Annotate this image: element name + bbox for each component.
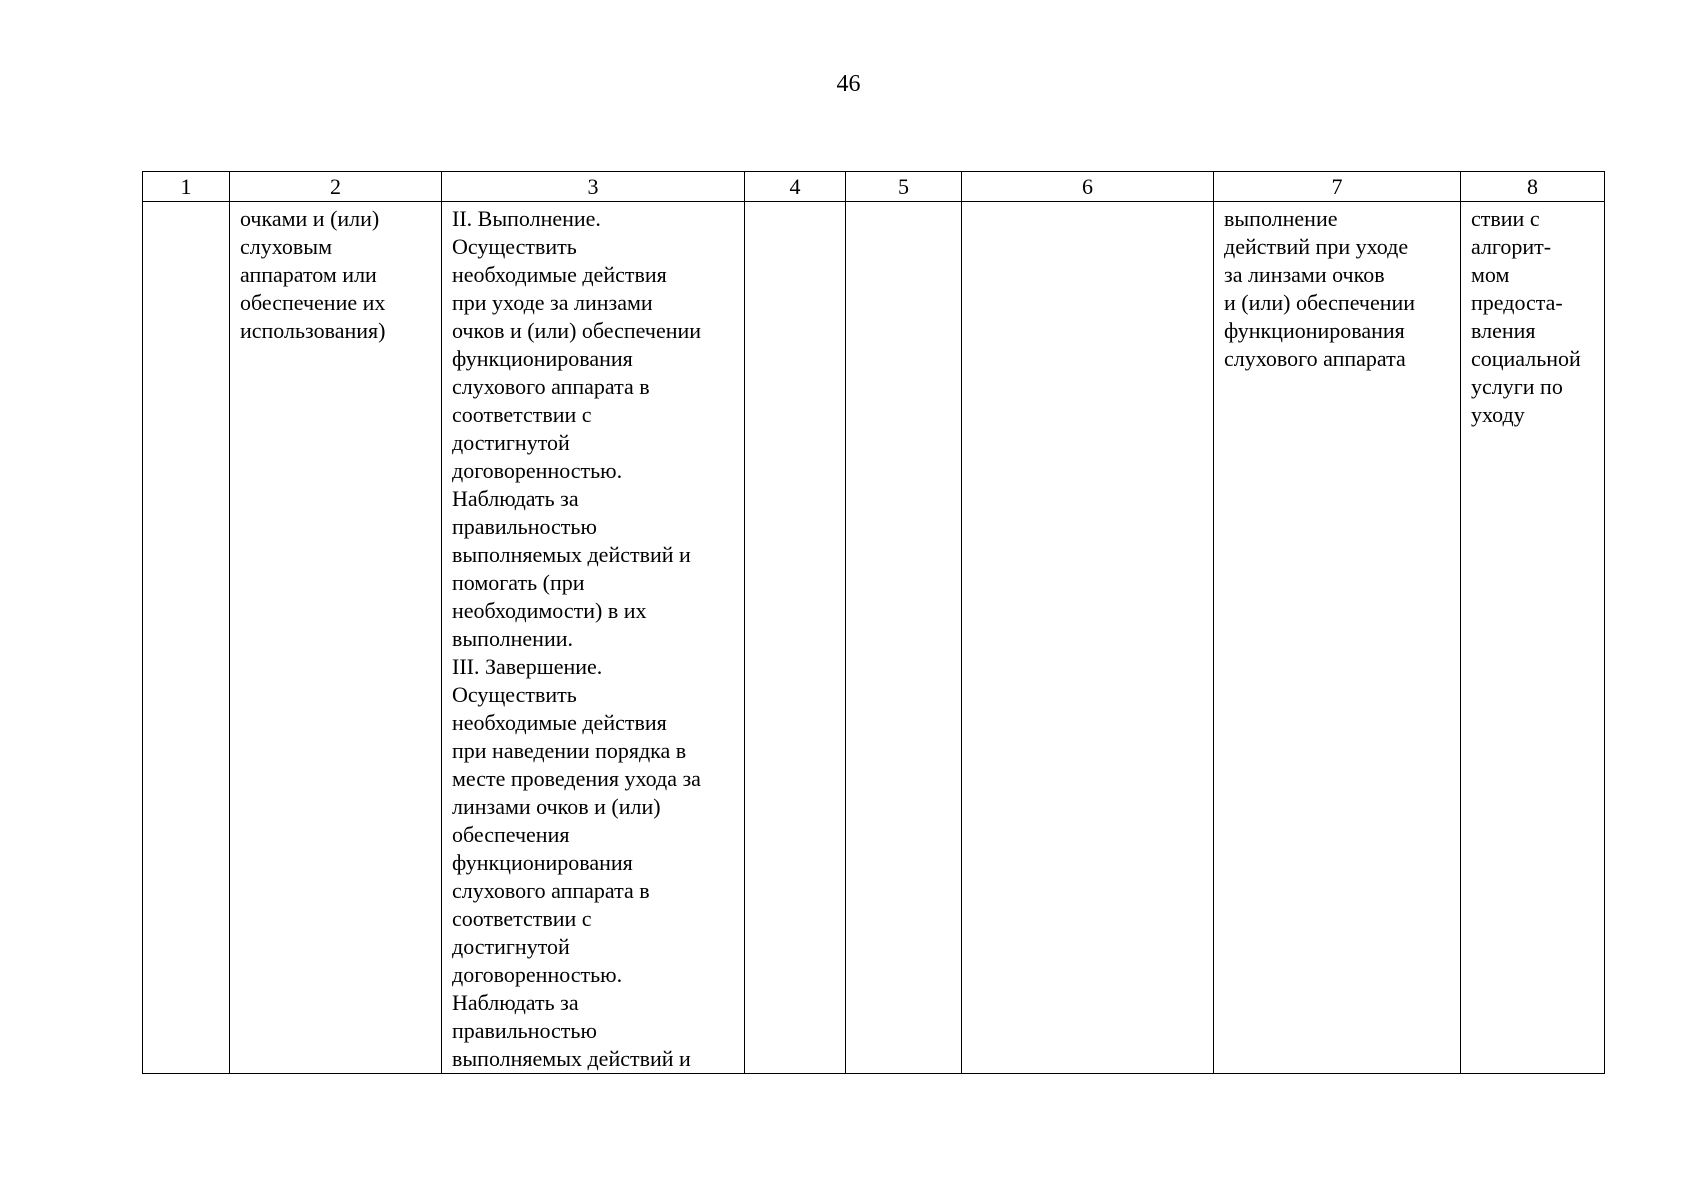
cell-text-8: ствии с алгорит- мом предоста- вления социальной услуги по уходу xyxy=(1471,206,1581,427)
table-cell-8 xyxy=(1461,202,1605,1074)
column-header-3: 3 xyxy=(442,172,745,202)
cell-text-5 xyxy=(846,202,961,205)
cell-text-1 xyxy=(143,202,229,205)
document-table xyxy=(142,171,1605,1074)
table-cell-5 xyxy=(846,202,962,1074)
column-header-8: 8 xyxy=(1461,172,1605,202)
column-header-1: 1 xyxy=(143,172,230,202)
table-cell-6 xyxy=(962,202,1214,1074)
cell-text-7: выполнение действий при уходе за линзами очков и (или) обеспечении функционирования слухового аппарата xyxy=(1224,206,1416,371)
table-cell-1 xyxy=(143,202,230,1074)
cell-text-6 xyxy=(962,202,1213,205)
column-header-6: 6 xyxy=(962,172,1214,202)
table-cell-4 xyxy=(745,202,846,1074)
table-cell-3 xyxy=(442,202,745,1074)
column-header-7: 7 xyxy=(1214,172,1461,202)
column-header-5: 5 xyxy=(846,172,962,202)
table-row xyxy=(143,202,1605,1074)
table-cell-7 xyxy=(1214,202,1461,1074)
cell-text-2: очками и (или) слуховым аппаратом или обеспечение их использования) xyxy=(240,206,386,343)
cell-text-4 xyxy=(745,202,845,205)
page-number: 46 xyxy=(836,71,861,97)
column-header-2: 2 xyxy=(230,172,442,202)
table-cell-2 xyxy=(230,202,442,1074)
cell-text-3: II. Выполнение. Осуществить необходимые действия при уходе за линзами очков и (или) обеспечении функционирования слухового аппарата в соответствии с достигнутой договоренностью. Наблюдать за правильностью выполняемых действий и помогать (при необходимости) в их выполнении. III. Завершение. Осуществить необходимые действия при наведении порядка в месте проведения ухода за линзами очков и (или) обеспечения функционирования слухового аппарата в соответствии с достигнутой договоренностью. Наблюдать за правильностью выполняемых действий и xyxy=(452,206,702,1071)
column-header-4: 4 xyxy=(745,172,846,202)
table-header-row xyxy=(143,172,1605,202)
